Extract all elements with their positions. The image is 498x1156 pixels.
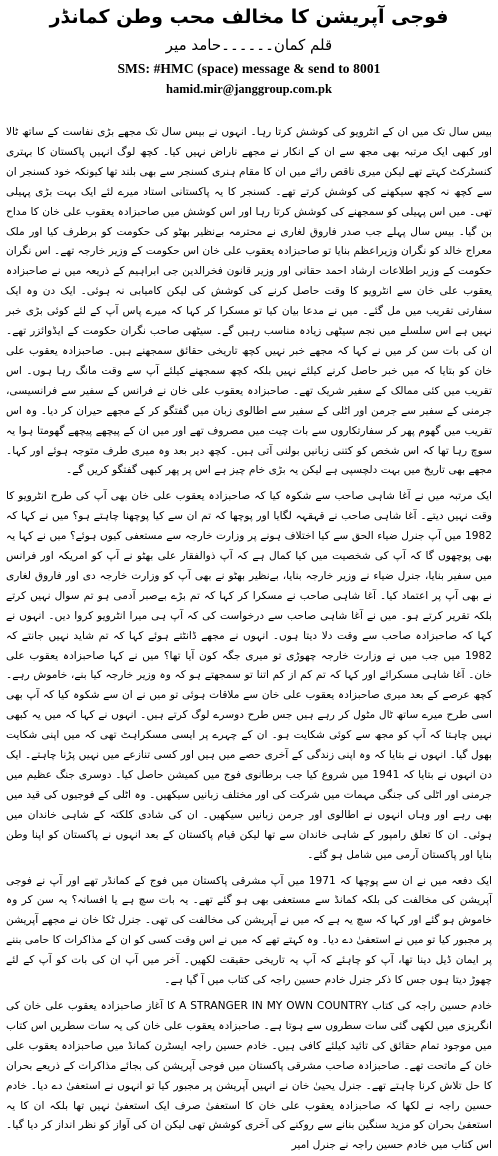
sms-instruction: SMS: #HMC (space) message & send to 8001: [117, 61, 381, 76]
author-email: hamid.mir@janggroup.com.pk: [166, 82, 332, 96]
paragraph: ایک مرتبہ میں نے آغا شاہی صاحب سے شکوہ کیا کہ صاحبزادہ یعقوب علی خان بھی آپ کی طرح انٹرویو کا وقت نہیں دیتے۔ آغا شاہی صاحب نے قہقہہ لگایا اور پوچھا کہ تم ان سے کیا پوچھنا چاہتے ہو؟ میں نے کہا کہ 1982 میں آپ جنرل ضیاء الحق سے کیا اختلاف ہونے پر وزارت خارجہ سے مستعفی کیوں ہوئے؟ میں نے کہا یہ بھی پوچھوں گا کہ آپ کی شخصیت میں کیا کمال ہے کہ آپ ذوالفقار علی بھٹو نے آپ کو امریکہ اور فرانس میں سفیر بنایا، جنرل ضیاء نے وزیر خارجہ بنایا، بےنظیر بھٹو نے بھی آپ کو وزارت خارجہ دی اور فاروق لغاری نے بھی آپ پر اعتماد کیا۔ آغا شاہی صاحب نے مسکرا کر کہا کہ تم بڑے بےصبر آدمی ہو تم سوال نہیں کرتے بلکہ تقریر کرتے ہو۔ میں نے آغا شاہی صاحب سے درخواست کی کہ آپ ہی میرا انٹرویو کروا دیں۔ انہوں نے کہا کہ صاحبزادہ صاحب سے وقت دلا دیتا ہوں۔ انہوں نے مجھے ڈانٹتے ہوئے کہا کہ تم شاید نہیں جانتے کہ 1982 میں جب میں نے وزارت خارجہ چھوڑی تو میری جگہ کون آیا تھا؟ میں نے کہا صاحبزادہ یعقوب علی خان۔ آغا شاہی مسکرائے اور کہا کہ تم کم از کم اتنا تو سمجھتے ہو کہ وہ وزیر خارجہ کیا بنے، خاموش رہے۔ کچھ عرصے کے بعد میری صاحبزادہ یعقوب علی خان سے ملاقات ہوئی تو میں نے ان سے شکوہ کیا کہ آپ بھی اسی طرح میرے ساتھ ٹال مٹول کر رہے ہیں جس طرح دوسرے لوگ کرتے ہیں۔ انہوں نے کہا کہ میں یہ کبھی نہیں چاہتا کہ آپ کو مجھ سے کوئی شکایت ہو۔ ان کے چہرے پر ایسی مسکراہٹ تھی کہ میں اپنی شکایت بھول گیا۔ انہوں نے بتایا کہ وہ اپنی زندگی کے آخری حصے میں ہیں اور کسی تنازعے میں نہیں پڑنا چاہتے۔ ایک دن انہوں نے بتایا کہ 1941 میں شروع کیا جب برطانوی فوج میں کمیشن حاصل کیا۔ دوسری جنگ عظیم میں جرمنی اور اٹلی کی جنگی مہمات میں شرکت کی اور مختلف زبانیں سیکھیں۔ وہ اٹلی کے فوجیوں کی قید میں بھی رہے اور وہاں انہوں نے اطالوی اور جرمن زبانیں سیکھیں۔ ان کی شادی کلکتہ کے شاہی خاندان میں ہوئی۔ ان کا تعلق رامپور کے شاہی خاندان سے تھا لیکن قیام پاکستان کے بعد انہوں نے پاکستان کو اپنا وطن بنایا اور پاکستان آرمی میں شامل ہو گئے۔: [6, 490, 492, 861]
headline: فوجی آپریشن کا مخالف محب وطن کمانڈر: [49, 6, 449, 28]
byline: قلم کمان۔۔۔۔۔۔حامد میر: [165, 36, 333, 54]
paragraph: بیس سال تک میں ان کے انٹرویو کی کوشش کرتا رہا۔ انہوں نے بیس سال تک مجھے بڑی نفاست کے ساتھ ٹالا اور کبھی ایک مرتبہ بھی مجھ سے ان کے انکار نے مجھے ناراض نہیں کیا۔ کچھ لوگ انہیں پاکستان کا بہتری کنسٹرکٹ کہتے تھے لیکن میری ناقص رائے میں ان کا مقام ہنری کسنجر سے بھی بلند تھا کیونکہ خود کسنجر ان سے کچھ نہ کچھ سیکھنے کی کوشش کرتے تھے۔ کسنجر کا یہ پاکستانی استاد میرے لئے ایک بہت بڑی پہیلی تھی۔ میں اس پہیلی کو سمجھنے کی کوشش کرتا رہا اور اس کوشش میں صاحبزادہ یعقوب علی خان کا مداح بن گیا۔ بیس سال پہلے جب صدر فاروق لغاری نے محترمہ بےنظیر بھٹو کی حکومت کو برطرف کیا اور ملک معراج خالد کو نگران وزیراعظم بنایا تو صاحبزادہ یعقوب علی خان اس حکومت کے وزیر خارجہ تھے۔ اس نگران حکومت کے وزیر اطلاعات ارشاد احمد حقانی اور وزیر قانون فخرالدین جی ابراہیم کے ذریعہ میں نے صاحبزادہ یعقوب علی خان سے انٹرویو کا وقت حاصل کرنے کی کوشش کی لیکن کامیابی نہ ہوئی۔ ایک دن وہ ایک سفارتی تقریب میں مل گئے۔ میں نے مدعا بیان کیا تو مسکرا کر کہا کہ میرے پاس آپ کے لئے کوئی بڑی خبر نہیں ہے اس سلسلے میں نجم سیٹھی زیادہ مناسب رہیں گے۔ سیٹھی صاحب نگران حکومت کے ایڈوائزر تھے۔ ان کی بات سن کر میں نے کہا کہ مجھے خبر نہیں کچھ تاریخی حقائق سمجھنے ہیں۔ صاحبزادہ یعقوب علی خان کو بتایا کہ میں خبر حاصل کرنے کیلئے نہیں بلکہ کچھ سمجھنے کیلئے آپ سے وقت مانگ رہا ہوں۔ اس تقریب میں کئی ممالک کے سفیر شریک تھے۔ صاحبزادہ یعقوب علی خان نے فرانس کے سفیر سے فرانسیسی، جرمنی کے سفیر سے جرمن اور اٹلی کے سفیر سے اطالوی زبان میں گفتگو کر کے مجھے حیران کر دیا۔ وہ اس تقریب میں گھوم پھر کر سفارتکاروں سے بات چیت میں مصروف تھے اور میں ان کے پیچھے پیچھے گھومتا ہوا یہ سوچ رہا تھا کہ اس شخص کو کتنی زبانیں بولنی آتی ہیں۔ کچھ دیر بعد وہ میری طرف متوجہ ہوئے اور کہا۔ مجھے بھی تاریخ میں بہت دلچسپی ہے لیکن یہ بڑی خام چیز ہے اس پر پھر کبھی گفتگو کریں گے۔: [6, 126, 492, 477]
article-body: [6, 123, 492, 1156]
paragraph: خادم حسین راجہ کی کتاب A STRANGER IN MY OWN COUNTRY کا آغاز صاحبزادہ یعقوب علی خان کی انگریزی میں لکھی گئی سات سطروں سے ہوتا ہے۔ صاحبزادہ یعقوب علی خان کی یہ سات سطریں اس کتاب میں موجود تمام حقائق کی تائید کیلئے کافی ہیں۔ خادم حسین راجہ ایسٹرن کمانڈ میں صاحبزادہ یعقوب علی خان کے ماتحت تھے۔ صاحبزادہ صاحب مشرقی پاکستان میں فوجی آپریشن کی بجائے مذاکرات کے ذریعے بحران کا حل تلاش کرنا چاہتے تھے۔ جنرل یحییٰ خان نے انہیں آپریشن پر مجبور کیا تو انہوں نے استعفیٰ دے دیا۔ خادم حسین راجہ نے لکھا کہ صاحبزادہ یعقوب علی خان کا استعفیٰ صرف ایک استعفیٰ نہیں تھا بلکہ ان کا یہ استعفیٰ بحران کو مزید سنگین بنانے سے روکنے کی آخری کوشش تھی لیکن ان کی آواز کو نظر انداز کر دیا گیا۔ اس کتاب میں خادم حسین راجہ نے جنرل امیر: [6, 999, 492, 1152]
paragraph: ایک دفعہ میں نے ان سے پوچھا کہ 1971 میں آپ مشرقی پاکستان میں فوج کے کمانڈر تھے اور آپ نے فوجی آپریشن کی مخالفت کی بلکہ کمانڈ سے مستعفی بھی ہو گئے تھے۔ یہ بات سچ ہے یا افسانہ؟ یہ سن کر وہ خاموش ہو گئے اور کہا کہ سچ یہ ہے کہ میں نے آپریشن کی مخالفت کی تھی۔ جنرل ٹکا خان نے مجھے آپریشن پر مجبور کیا تو میں نے استعفیٰ دے دیا۔ وہ کہتے تھے کہ میں نے اس وقت کسی کو ان کے مذاکرات کا حامی بننے پر ایمان ڈیل دینا تھا، آپ کو چاہئے کہ آپ یہ تاریخی حقیقت لکھیں۔ آخر میں آپ ان کی بات کو آپ کے لئے چھوڑ دیتا ہوں جس کا ذکر جنرل خادم حسین راجہ کی کتاب میں آ گیا ہے۔: [6, 874, 492, 987]
